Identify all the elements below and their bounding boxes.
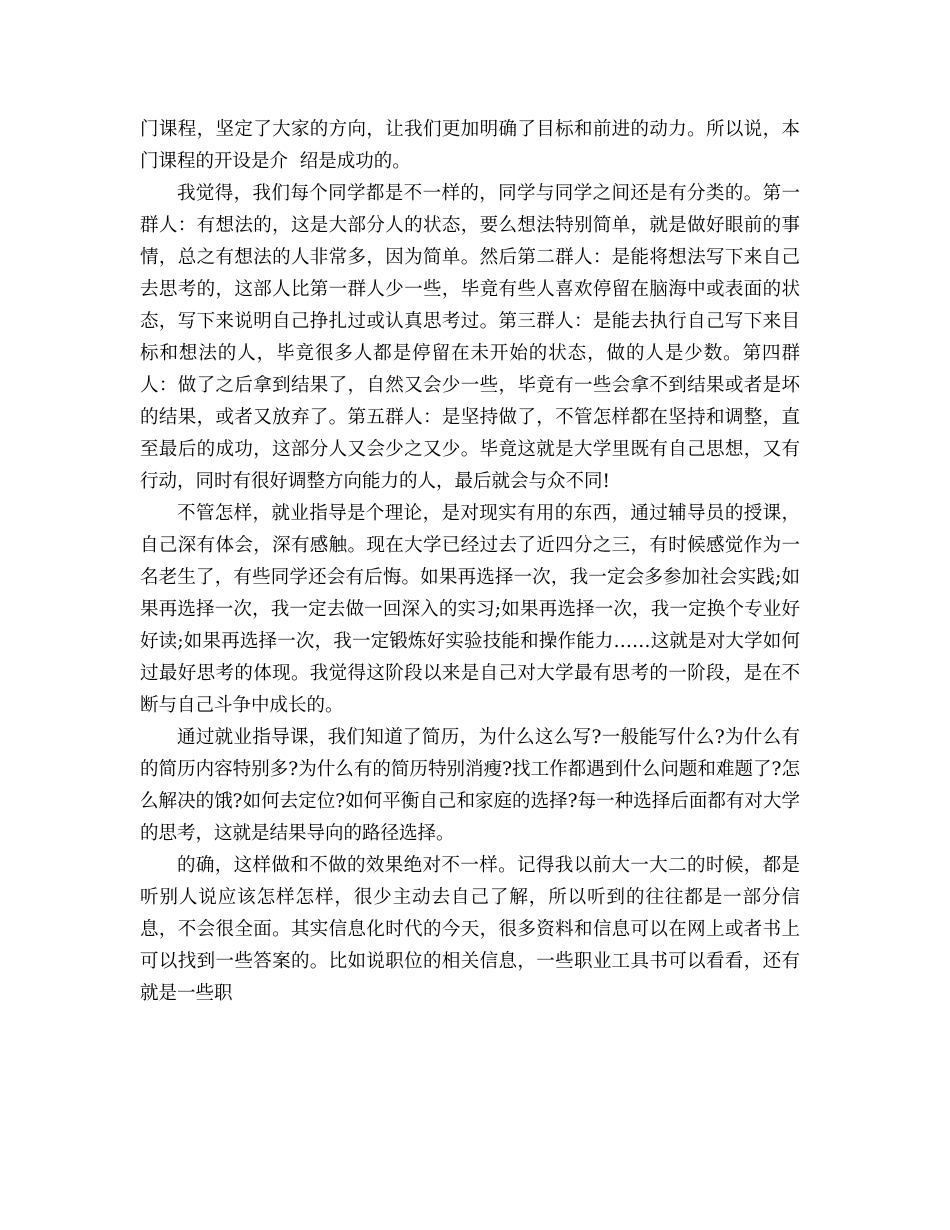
document-body [140,114,800,1010]
paragraph-5: 的确，这样做和不做的效果绝对不一样。记得我以前大一大二的时候，都是听别人说应该怎样怎样，很少主动去自己了解，所以听到的往往都是一部分信息，不会很全面。其实信息化时代的今天，很多资料和信息可以在网上或者书上可以找到一些答案的。比如说职位的相关信息，一些职业工具书可以看看，还有就是一些职 [140,855,800,1004]
paragraph-3: 不管怎样，就业指导是个理论，是对现实有用的东西，通过辅导员的授课，自己深有体会，深有感触。现在大学已经过去了近四分之三，有时候感觉作为一名老生了，有些同学还会有后悔。如果再选择一次，我一定会多参加社会实践;如果再选择一次，我一定去做一回深入的实习;如果再选择一次，我一定换个专业好好读;如果再选择一次，我一定锻炼好实验技能和操作能力……这就是对大学如何过最好思考的体现。我觉得这阶段以来是自己对大学最有思考的一阶段，是在不断与自己斗争中成长的。 [140,503,800,716]
paragraph-1: 门课程，坚定了大家的方向，让我们更加明确了目标和前进的动力。所以说，本门课程的开设是介 绍是成功的。 [140,119,800,172]
paragraph-2: 我觉得，我们每个同学都是不一样的，同学与同学之间还是有分类的。第一群人：有想法的，这是大部分人的状态，要么想法特别简单，就是做好眼前的事情，总之有想法的人非常多，因为简单。然后第二群人：是能将想法写下来自己去思考的，这部人比第一群人少一些，毕竟有些人喜欢停留在脑海中或表面的状态，写下来说明自己挣扎过或认真思考过。第三群人：是能去执行自己写下来目标和想法的人，毕竟很多人都是停留在未开始的状态，做的人是少数。第四群人：做了之后拿到结果了，自然又会少一些，毕竟有一些会拿不到结果或者是坏的结果，或者又放弃了。第五群人：是坚持做了，不管怎样都在坚持和调整，直至最后的成功，这部分人又会少之又少。毕竟这就是大学里既有自己思想，又有行动，同时有很好调整方向能力的人，最后就会与众不同! [140,183,800,492]
paragraph-4: 通过就业指导课，我们知道了简历，为什么这么写?一般能写什么?为什么有的简历内容特别多?为什么有的简历特别消瘦?找工作都遇到什么问题和难题了?怎么解决的饿?如何去定位?如何平衡自己和家庭的选择?每一种选择后面都有对大学的思考，这就是结果导向的路径选择。 [140,727,800,844]
